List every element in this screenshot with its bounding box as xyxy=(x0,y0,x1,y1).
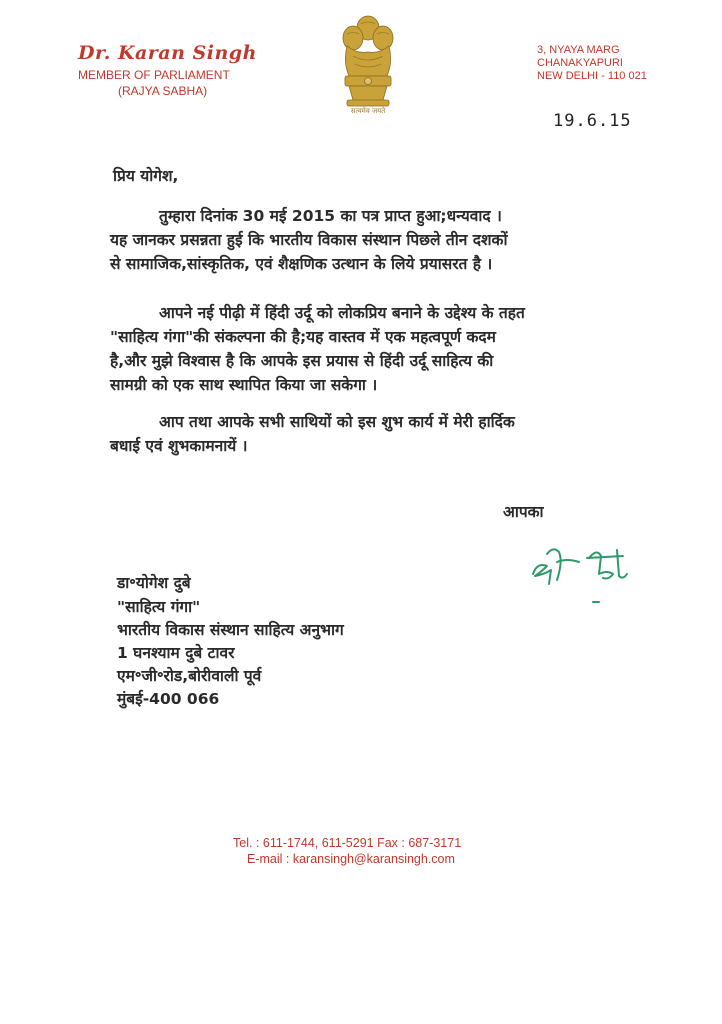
address-line: NEW DELHI - 110 021 xyxy=(537,70,647,82)
recipient-line: एम॰जी॰रोड,बोरीवाली पूर्व xyxy=(117,667,262,685)
national-emblem-icon xyxy=(333,10,403,120)
paragraph-line: यह जानकर प्रसन्नता हुई कि भारतीय विकास संस्थान पिछले तीन दशकों xyxy=(110,231,508,249)
paragraph-line: आप तथा आपके सभी साथियों को इस शुभ कार्य में मेरी हार्दिक xyxy=(159,413,515,431)
letterhead-role: MEMBER OF PARLIAMENT xyxy=(78,68,230,82)
paragraph-line: सामग्री को एक साथ स्थापित किया जा सकेगा । xyxy=(110,376,378,394)
letterhead-name: Dr. Karan Singh xyxy=(78,42,257,64)
footer-email: E-mail : karansingh@karansingh.com xyxy=(247,852,455,866)
paragraph-line: तुम्हारा दिनांक 30 मई 2015 का पत्र प्राप्त हुआ;धन्यवाद । xyxy=(159,207,502,225)
letter-date: 19.6.15 xyxy=(553,111,632,131)
recipient-line: भारतीय विकास संस्थान साहित्य अनुभाग xyxy=(117,621,344,639)
footer-phone: Tel. : 611-1744, 611-5291 Fax : 687-3171 xyxy=(233,836,462,850)
recipient-line: मुंबई-400 066 xyxy=(117,690,220,708)
address-line: CHANAKYAPURI xyxy=(537,57,623,69)
letterhead-house: (RAJYA SABHA) xyxy=(118,84,208,98)
paragraph-line: आपने नई पीढ़ी में हिंदी उर्दू को लोकप्रिय बनाने के उद्देश्य के तहत xyxy=(159,304,525,322)
signature xyxy=(527,540,647,610)
paragraph-line: बधाई एवं शुभकामनायें । xyxy=(110,437,248,455)
letterhead-address xyxy=(537,44,647,83)
paragraph-line: "साहित्य गंगा"की संकल्पना की है;यह वास्तव में एक महत्वपूर्ण कदम xyxy=(110,328,496,346)
recipient-line: "साहित्य गंगा" xyxy=(117,598,201,616)
paragraph-line: से सामाजिक,सांस्कृतिक, एवं शैक्षणिक उत्थान के लिये प्रयासरत है । xyxy=(110,255,493,273)
paragraph-line: है,और मुझे विश्वास है कि आपके इस प्रयास से हिंदी उर्दू साहित्य की xyxy=(110,352,494,370)
recipient-line: डा॰योगेश दुबे xyxy=(117,574,191,592)
emblem-motto: सत्यमेव जयते xyxy=(350,107,386,115)
closing: आपका xyxy=(503,503,544,521)
salutation: प्रिय योगेश, xyxy=(113,167,179,185)
recipient-line: 1 घनश्याम दुबे टावर xyxy=(117,644,235,662)
address-line: 3, NYAYA MARG xyxy=(537,44,620,56)
